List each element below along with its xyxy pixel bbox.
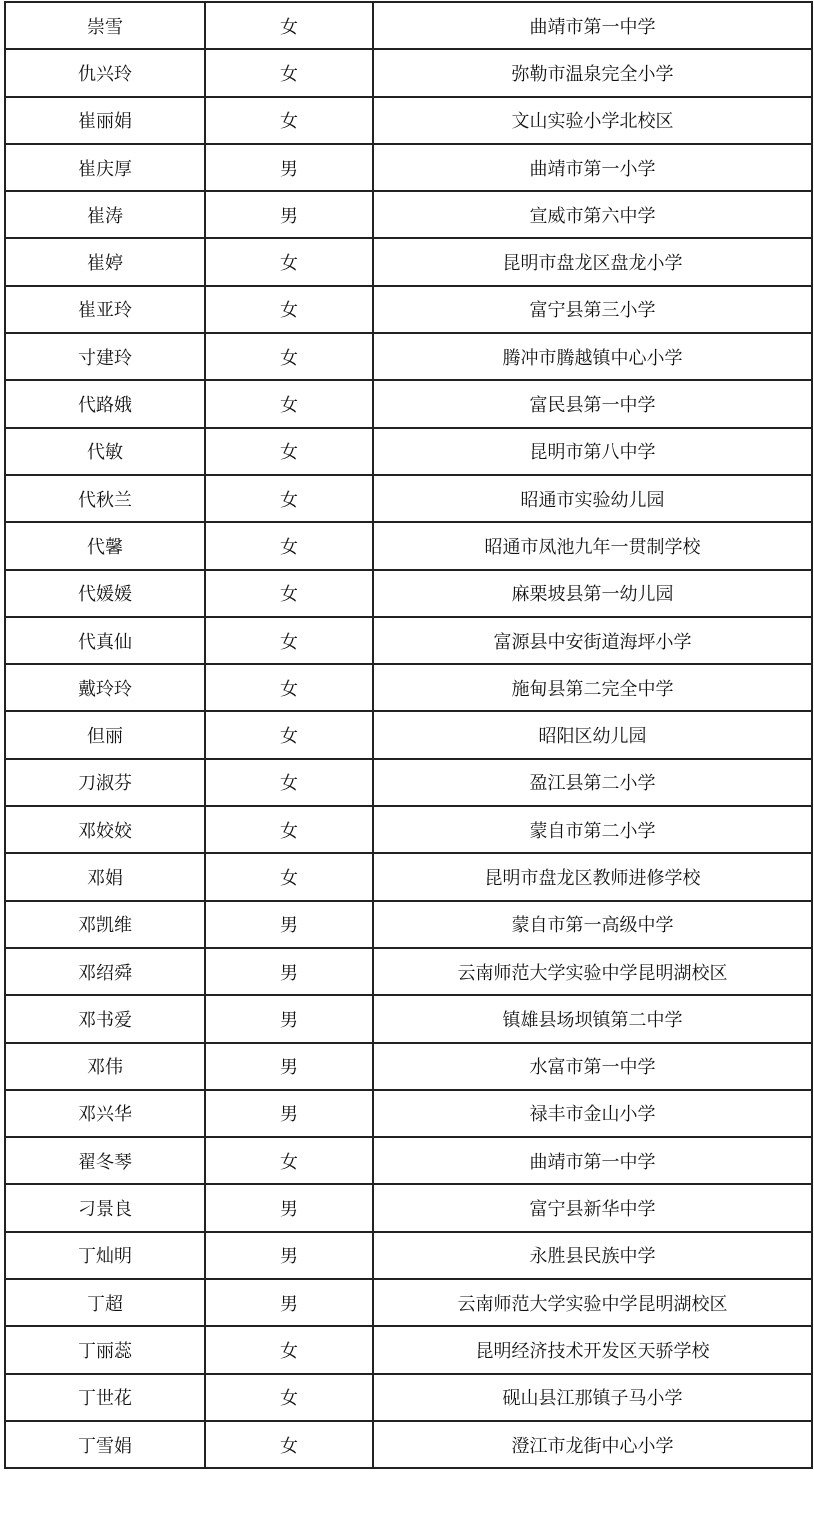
name-cell: 代真仙 <box>5 617 205 664</box>
school-cell: 昭阳区幼儿园 <box>373 711 812 758</box>
name-cell: 寸建玲 <box>5 333 205 380</box>
name-cell: 翟冬琴 <box>5 1137 205 1184</box>
table-row <box>5 1043 812 1090</box>
table-row <box>5 238 812 285</box>
table-row <box>5 286 812 333</box>
school-cell: 宣威市第六中学 <box>373 191 812 238</box>
school-cell: 富宁县新华中学 <box>373 1184 812 1231</box>
school-cell: 蒙自市第二小学 <box>373 806 812 853</box>
name-cell: 刀淑芬 <box>5 759 205 806</box>
name-cell: 邓伟 <box>5 1043 205 1090</box>
school-cell: 云南师范大学实验中学昆明湖校区 <box>373 1279 812 1326</box>
table-row <box>5 2 812 49</box>
name-cell: 崔涛 <box>5 191 205 238</box>
school-cell: 文山实验小学北校区 <box>373 97 812 144</box>
table-row <box>5 1090 812 1137</box>
gender-cell: 男 <box>205 191 373 238</box>
name-cell: 崔婷 <box>5 238 205 285</box>
table-row <box>5 759 812 806</box>
table-row <box>5 711 812 758</box>
gender-cell: 女 <box>205 711 373 758</box>
table-row <box>5 853 812 900</box>
gender-cell: 男 <box>205 1090 373 1137</box>
school-cell: 澄江市龙街中心小学 <box>373 1421 812 1468</box>
table-row <box>5 664 812 711</box>
gender-cell: 女 <box>205 238 373 285</box>
teacher-table <box>4 1 813 1469</box>
name-cell: 丁丽蕊 <box>5 1326 205 1373</box>
name-cell: 邓书爱 <box>5 995 205 1042</box>
gender-cell: 男 <box>205 1279 373 1326</box>
gender-cell: 男 <box>205 995 373 1042</box>
gender-cell: 女 <box>205 475 373 522</box>
table-row <box>5 49 812 96</box>
gender-cell: 女 <box>205 2 373 49</box>
table-row <box>5 380 812 427</box>
gender-cell: 女 <box>205 853 373 900</box>
name-cell: 仇兴玲 <box>5 49 205 96</box>
name-cell: 崇雪 <box>5 2 205 49</box>
table-row <box>5 806 812 853</box>
school-cell: 镇雄县场坝镇第二中学 <box>373 995 812 1042</box>
gender-cell: 女 <box>205 759 373 806</box>
gender-cell: 女 <box>205 1326 373 1373</box>
school-cell: 昆明市盘龙区教师进修学校 <box>373 853 812 900</box>
gender-cell: 女 <box>205 49 373 96</box>
gender-cell: 女 <box>205 806 373 853</box>
school-cell: 富源县中安街道海坪小学 <box>373 617 812 664</box>
gender-cell: 女 <box>205 428 373 475</box>
gender-cell: 男 <box>205 1043 373 1090</box>
gender-cell: 女 <box>205 286 373 333</box>
school-cell: 昭通市实验幼儿园 <box>373 475 812 522</box>
name-cell: 邓凯维 <box>5 901 205 948</box>
school-cell: 麻栗坡县第一幼儿园 <box>373 570 812 617</box>
gender-cell: 女 <box>205 380 373 427</box>
table-row <box>5 191 812 238</box>
gender-cell: 女 <box>205 1421 373 1468</box>
gender-cell: 男 <box>205 1184 373 1231</box>
table-body <box>5 2 812 1468</box>
table-row <box>5 1184 812 1231</box>
table-row <box>5 995 812 1042</box>
school-cell: 富民县第一中学 <box>373 380 812 427</box>
name-cell: 代敏 <box>5 428 205 475</box>
table-row <box>5 901 812 948</box>
gender-cell: 女 <box>205 97 373 144</box>
school-cell: 曲靖市第一小学 <box>373 144 812 191</box>
school-cell: 云南师范大学实验中学昆明湖校区 <box>373 948 812 995</box>
gender-cell: 女 <box>205 1137 373 1184</box>
school-cell: 曲靖市第一中学 <box>373 2 812 49</box>
school-cell: 砚山县江那镇子马小学 <box>373 1374 812 1421</box>
table-row <box>5 1279 812 1326</box>
table-row <box>5 475 812 522</box>
school-cell: 富宁县第三小学 <box>373 286 812 333</box>
name-cell: 丁雪娟 <box>5 1421 205 1468</box>
table-row <box>5 1137 812 1184</box>
school-cell: 蒙自市第一高级中学 <box>373 901 812 948</box>
school-cell: 永胜县民族中学 <box>373 1232 812 1279</box>
gender-cell: 男 <box>205 144 373 191</box>
name-cell: 戴玲玲 <box>5 664 205 711</box>
name-cell: 丁超 <box>5 1279 205 1326</box>
name-cell: 代媛媛 <box>5 570 205 617</box>
name-cell: 崔亚玲 <box>5 286 205 333</box>
school-cell: 盈江县第二小学 <box>373 759 812 806</box>
gender-cell: 女 <box>205 664 373 711</box>
name-cell: 刁景良 <box>5 1184 205 1231</box>
name-cell: 邓姣姣 <box>5 806 205 853</box>
table-row <box>5 333 812 380</box>
gender-cell: 女 <box>205 617 373 664</box>
name-cell: 丁灿明 <box>5 1232 205 1279</box>
school-cell: 禄丰市金山小学 <box>373 1090 812 1137</box>
gender-cell: 男 <box>205 901 373 948</box>
gender-cell: 女 <box>205 1374 373 1421</box>
table-row <box>5 617 812 664</box>
name-cell: 崔庆厚 <box>5 144 205 191</box>
table-row <box>5 1326 812 1373</box>
school-cell: 弥勒市温泉完全小学 <box>373 49 812 96</box>
gender-cell: 女 <box>205 570 373 617</box>
school-cell: 水富市第一中学 <box>373 1043 812 1090</box>
table-row <box>5 570 812 617</box>
name-cell: 代路娥 <box>5 380 205 427</box>
name-cell: 邓娟 <box>5 853 205 900</box>
school-cell: 昭通市凤池九年一贯制学校 <box>373 522 812 569</box>
table-row <box>5 144 812 191</box>
table-row <box>5 948 812 995</box>
school-cell: 昆明经济技术开发区天骄学校 <box>373 1326 812 1373</box>
school-cell: 昆明市第八中学 <box>373 428 812 475</box>
gender-cell: 男 <box>205 948 373 995</box>
gender-cell: 女 <box>205 333 373 380</box>
table-row <box>5 428 812 475</box>
name-cell: 丁世花 <box>5 1374 205 1421</box>
name-cell: 但丽 <box>5 711 205 758</box>
name-cell: 代馨 <box>5 522 205 569</box>
table-row <box>5 97 812 144</box>
table-row <box>5 1374 812 1421</box>
gender-cell: 男 <box>205 1232 373 1279</box>
table-row <box>5 522 812 569</box>
school-cell: 腾冲市腾越镇中心小学 <box>373 333 812 380</box>
school-cell: 曲靖市第一中学 <box>373 1137 812 1184</box>
gender-cell: 女 <box>205 522 373 569</box>
table-row <box>5 1421 812 1468</box>
name-cell: 代秋兰 <box>5 475 205 522</box>
table-row <box>5 1232 812 1279</box>
name-cell: 邓绍舜 <box>5 948 205 995</box>
name-cell: 崔丽娟 <box>5 97 205 144</box>
school-cell: 昆明市盘龙区盘龙小学 <box>373 238 812 285</box>
school-cell: 施甸县第二完全中学 <box>373 664 812 711</box>
name-cell: 邓兴华 <box>5 1090 205 1137</box>
